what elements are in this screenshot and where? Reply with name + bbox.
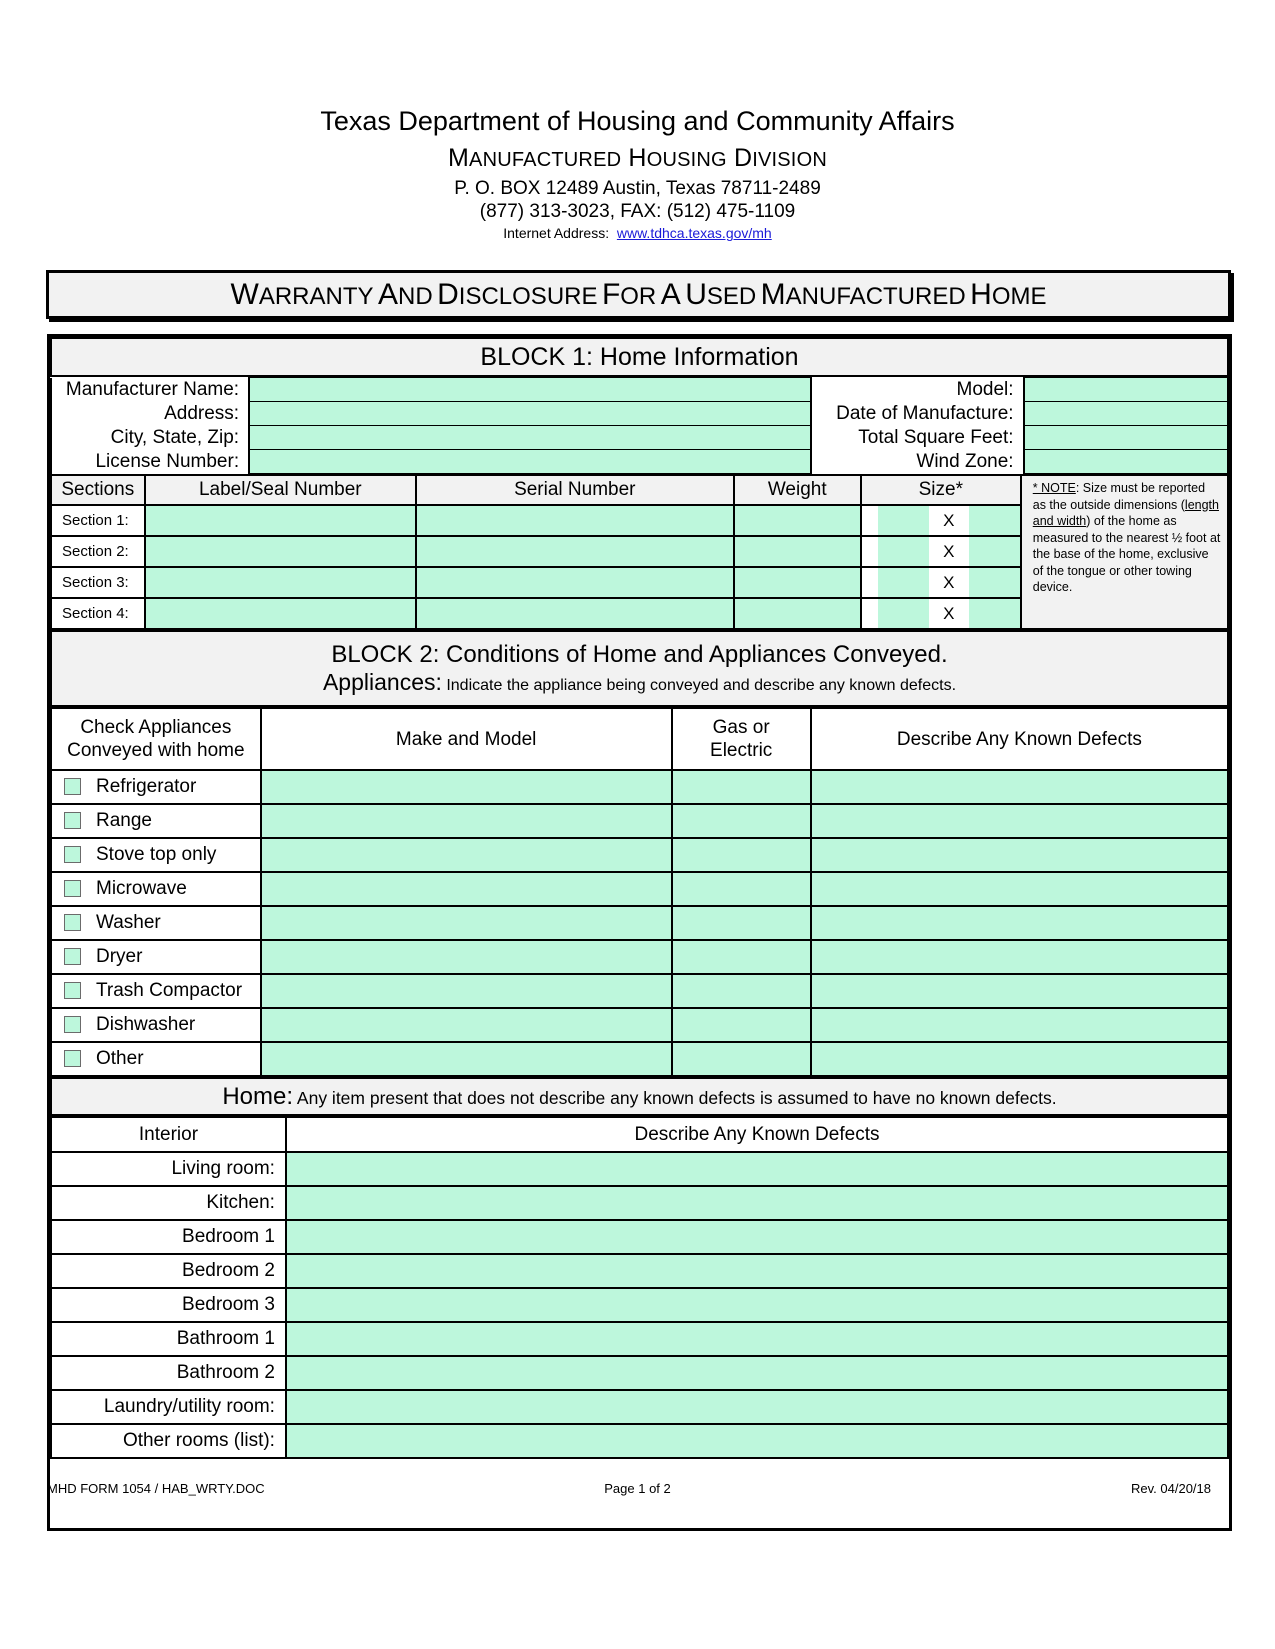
appliance-row-label — [51, 804, 261, 838]
internet-address — [0, 225, 1275, 241]
gas-electric-field[interactable] — [672, 804, 811, 838]
appliances-table — [50, 707, 1229, 1077]
block2-heading — [51, 631, 1228, 706]
gas-electric-header: Gas or Electric — [672, 708, 811, 770]
appliance-defects-field[interactable] — [811, 974, 1228, 1008]
gas-electric-field[interactable] — [672, 872, 811, 906]
section-label: Section 2: — [51, 536, 145, 567]
appliance-defects-field[interactable] — [811, 906, 1228, 940]
label-seal-field[interactable] — [145, 536, 416, 567]
weight-field[interactable] — [734, 567, 861, 598]
appliance-row-label — [51, 838, 261, 872]
size-separator: X — [929, 568, 969, 597]
note-prefix: * NOTE — [1032, 481, 1076, 495]
room-defects-field[interactable] — [286, 1390, 1228, 1424]
size-note — [1021, 475, 1228, 629]
size-length-field[interactable] — [878, 568, 929, 597]
size-field — [861, 598, 1021, 629]
size-width-field[interactable] — [969, 506, 1020, 535]
appliance-row-label — [51, 770, 261, 804]
appliance-row-label — [51, 872, 261, 906]
interior-header: Interior — [51, 1117, 286, 1152]
appliance-name: Refrigerator — [96, 776, 197, 797]
appliance-checkbox[interactable] — [64, 778, 81, 795]
note-underlined: length and width — [1032, 497, 1219, 528]
appliance-name: Microwave — [96, 878, 187, 899]
appliance-name: Washer — [96, 912, 161, 933]
section-label: Section 1: — [51, 505, 145, 536]
section-label: Section 4: — [51, 598, 145, 629]
info-field-right[interactable] — [1024, 402, 1228, 426]
appliance-defects-field[interactable] — [811, 838, 1228, 872]
note-text-2: ) of the home as measured to the nearest ½ foot at the base of the home, exclusive of the tongue or other towing device. — [1032, 514, 1221, 594]
size-width-field[interactable] — [969, 599, 1020, 628]
size-width-field[interactable] — [969, 537, 1020, 566]
room-label: Bedroom 3 — [51, 1288, 286, 1322]
gas-electric-field[interactable] — [672, 1008, 811, 1042]
appliance-name: Stove top only — [96, 844, 217, 865]
room-label: Kitchen: — [51, 1186, 286, 1220]
gas-electric-field[interactable] — [672, 770, 811, 804]
form-title-text: WARRANTY AND DISCLOSURE FOR A USED MANUFACTURED HOME — [230, 278, 1047, 311]
room-defects-header: Describe Any Known Defects — [286, 1117, 1228, 1152]
weight-header: Weight — [734, 475, 861, 505]
room-defects-field[interactable] — [286, 1220, 1228, 1254]
room-label: Bedroom 2 — [51, 1254, 286, 1288]
room-defects-field[interactable] — [286, 1424, 1228, 1458]
appliance-defects-field[interactable] — [811, 770, 1228, 804]
weight-field[interactable] — [734, 536, 861, 567]
revision-date: Rev. 04/20/18 — [1131, 1481, 1211, 1496]
rooms-table — [50, 1116, 1229, 1459]
room-defects-field[interactable] — [286, 1356, 1228, 1390]
info-field-right[interactable] — [1024, 378, 1228, 402]
appliance-checkbox[interactable] — [64, 1016, 81, 1033]
room-label: Bathroom 1 — [51, 1322, 286, 1356]
label-seal-field[interactable] — [145, 598, 416, 629]
sections-table — [50, 474, 1229, 630]
appliance-row-label — [51, 1042, 261, 1076]
defects-header: Describe Any Known Defects — [811, 708, 1228, 770]
appliance-row-label — [51, 906, 261, 940]
info-field-left[interactable] — [249, 378, 811, 402]
make-model-field[interactable] — [261, 974, 672, 1008]
appliance-name: Range — [96, 810, 152, 831]
info-label-right: Total Square Feet: — [811, 426, 1024, 450]
appliance-name: Dryer — [96, 946, 143, 967]
weight-field[interactable] — [734, 505, 861, 536]
appliances-instruction-text: Indicate the appliance being conveyed and describe any known defects. — [441, 677, 957, 694]
appliances-instruction — [52, 669, 1227, 696]
section-label: Section 3: — [51, 567, 145, 598]
appliance-checkbox[interactable] — [64, 914, 81, 931]
appliances-label: Appliances: — [322, 669, 442, 695]
gas-electric-field[interactable] — [672, 838, 811, 872]
size-width-field[interactable] — [969, 568, 1020, 597]
appliance-checkbox[interactable] — [64, 948, 81, 965]
check-appliances-header: Check Appliances Conveyed with home — [51, 708, 261, 770]
block1-heading: BLOCK 1: Home Information — [51, 338, 1228, 376]
appliance-defects-field[interactable] — [811, 872, 1228, 906]
serial-number-field[interactable] — [416, 598, 734, 629]
info-label-right: Wind Zone: — [811, 450, 1024, 474]
size-field — [861, 567, 1021, 598]
serial-number-field[interactable] — [416, 567, 734, 598]
label-seal-field[interactable] — [145, 567, 416, 598]
size-separator: X — [929, 506, 969, 535]
form-id: MHD FORM 1054 / HAB_WRTY.DOC — [47, 1481, 265, 1496]
division-text: MANUFACTURED HOUSING DIVISION — [448, 144, 827, 172]
block2-title: BLOCK 2: Conditions of Home and Appliances Conveyed. — [331, 641, 948, 668]
appliance-name: Trash Compactor — [96, 980, 243, 1001]
appliance-checkbox[interactable] — [64, 880, 81, 897]
room-label: Bedroom 1 — [51, 1220, 286, 1254]
info-label-left: Address: — [51, 402, 249, 426]
appliance-defects-field[interactable] — [811, 940, 1228, 974]
size-field — [861, 536, 1021, 567]
size-length-field[interactable] — [878, 506, 929, 535]
info-label-left: Manufacturer Name: — [51, 378, 249, 402]
home-info-table — [50, 377, 1229, 474]
room-defects-field[interactable] — [286, 1322, 1228, 1356]
make-model-field[interactable] — [261, 1042, 672, 1076]
serial-number-header: Serial Number — [416, 475, 734, 505]
appliance-row-label — [51, 1008, 261, 1042]
label-seal-header: Label/Seal Number — [145, 475, 416, 505]
appliance-defects-field[interactable] — [811, 804, 1228, 838]
room-defects-field[interactable] — [286, 1186, 1228, 1220]
serial-number-field[interactable] — [416, 536, 734, 567]
make-model-field[interactable] — [261, 1008, 672, 1042]
gas-electric-field[interactable] — [672, 1042, 811, 1076]
appliance-name: Other — [96, 1048, 144, 1069]
home-instruction: Any item present that does not describe any known defects is assumed to have no known defects. — [293, 1087, 1057, 1108]
info-field-left[interactable] — [249, 402, 811, 426]
gas-electric-field[interactable] — [672, 974, 811, 1008]
make-model-header: Make and Model — [261, 708, 672, 770]
size-field — [861, 505, 1021, 536]
size-header: Size* — [861, 475, 1021, 505]
info-label-right: Model: — [811, 378, 1024, 402]
info-field-right[interactable] — [1024, 450, 1228, 474]
note-text-1: : Size must be reported as the outside dimensions ( — [1032, 481, 1206, 512]
org-name: Texas Department of Housing and Community Affairs — [320, 106, 955, 136]
appliance-checkbox[interactable] — [64, 846, 81, 863]
appliance-checkbox[interactable] — [64, 1050, 81, 1067]
room-label: Bathroom 2 — [51, 1356, 286, 1390]
info-field-right[interactable] — [1024, 426, 1228, 450]
make-model-field[interactable] — [261, 940, 672, 974]
size-length-field[interactable] — [878, 599, 929, 628]
info-label-right: Date of Manufacture: — [811, 402, 1024, 426]
appliance-checkbox[interactable] — [64, 982, 81, 999]
room-defects-field[interactable] — [286, 1254, 1228, 1288]
mailing-address: P. O. BOX 12489 Austin, Texas 78711-2489 — [454, 178, 821, 199]
appliance-defects-field[interactable] — [811, 1042, 1228, 1076]
info-label-left: City, State, Zip: — [51, 426, 249, 450]
make-model-field[interactable] — [261, 838, 672, 872]
room-defects-field[interactable] — [286, 1152, 1228, 1186]
appliance-row-label — [51, 940, 261, 974]
size-length-field[interactable] — [878, 537, 929, 566]
appliance-checkbox[interactable] — [64, 812, 81, 829]
home-label: Home: — [222, 1082, 294, 1110]
size-separator: X — [929, 599, 969, 628]
phone-fax: (877) 313-3023, FAX: (512) 475-1109 — [479, 201, 796, 222]
info-field-left[interactable] — [249, 426, 811, 450]
label-seal-field[interactable] — [145, 505, 416, 536]
form-body — [47, 334, 1232, 1531]
form-title — [46, 270, 1231, 319]
room-label: Living room: — [51, 1152, 286, 1186]
website-link[interactable]: www.tdhca.texas.gov/mh — [616, 225, 772, 241]
make-model-field[interactable] — [261, 906, 672, 940]
room-label: Laundry/utility room: — [51, 1390, 286, 1424]
make-model-field[interactable] — [261, 770, 672, 804]
serial-number-field[interactable] — [416, 505, 734, 536]
size-separator: X — [929, 537, 969, 566]
sections-header: Sections — [51, 475, 145, 505]
internet-label: Internet Address: — [503, 225, 610, 241]
gas-electric-field[interactable] — [672, 906, 811, 940]
info-label-left: License Number: — [51, 450, 249, 474]
division-name — [0, 144, 1275, 173]
appliance-row-label — [51, 974, 261, 1008]
room-defects-field[interactable] — [286, 1288, 1228, 1322]
gas-electric-field[interactable] — [672, 940, 811, 974]
page-number: Page 1 of 2 — [604, 1481, 671, 1496]
make-model-field[interactable] — [261, 872, 672, 906]
appliance-defects-field[interactable] — [811, 1008, 1228, 1042]
room-label: Other rooms (list): — [51, 1424, 286, 1458]
home-heading — [51, 1078, 1228, 1115]
make-model-field[interactable] — [261, 804, 672, 838]
info-field-left[interactable] — [249, 450, 811, 474]
appliance-name: Dishwasher — [96, 1014, 196, 1035]
weight-field[interactable] — [734, 598, 861, 629]
